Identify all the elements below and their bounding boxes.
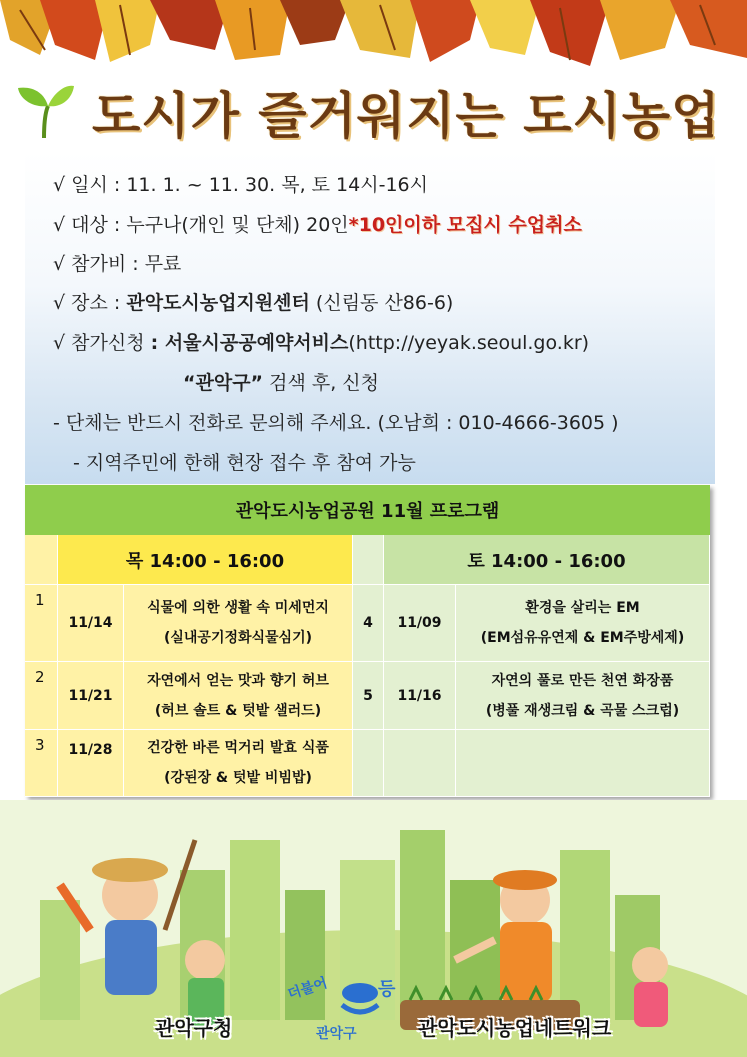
- topic-detail: (강된장 & 텃밭 비빔밥): [164, 770, 312, 786]
- info-apply-label: √ 참가신청: [53, 332, 151, 354]
- organizer-left: 관악구청: [155, 1016, 233, 1040]
- row-topic: [124, 730, 353, 797]
- table-title: 관악도시농업공원 11월 프로그램: [25, 485, 710, 535]
- topic-title: 건강한 바른 먹거리 발효 식품: [147, 740, 329, 756]
- logo-text-bottom: 관악구: [316, 1026, 357, 1042]
- program-table: [25, 485, 710, 797]
- header-blank-mid: [353, 535, 384, 585]
- info-search: [183, 368, 379, 395]
- row-topic: [456, 662, 710, 730]
- info-panel: [25, 152, 715, 484]
- row-topic: [124, 662, 353, 730]
- logo-text-top: 더불어: [285, 975, 330, 1003]
- row-number: 3: [25, 730, 58, 797]
- info-group-note: - 단체는 반드시 전화로 문의해 주세요. (오남희 : 010-4666-3605 ): [53, 412, 619, 434]
- empty-cell: [456, 730, 710, 797]
- info-fee: √ 참가비 : 무료: [53, 253, 182, 275]
- info-apply-service: : 서울시공공예약서비스: [150, 332, 349, 354]
- topic-detail: (EM섬유유연제 & EM주방세제): [480, 630, 685, 646]
- topic-title: 자연에서 얻는 맛과 향기 허브: [147, 672, 329, 689]
- header-blank-left: [25, 535, 58, 585]
- topic-detail: (허브 솔트 & 텃밭 샐러드): [154, 702, 322, 719]
- organizer-right: 관악도시농업네트워크: [418, 1016, 612, 1040]
- topic-detail: (실내공기정화식물심기): [163, 630, 313, 646]
- row-date: 11/28: [58, 730, 124, 797]
- topic-detail: (병풀 재생크림 & 곡물 스크럽): [485, 702, 680, 719]
- saturday-header: 토 14:00 - 16:00: [384, 535, 710, 585]
- autumn-leaves-banner: [0, 0, 747, 75]
- page-title: 도시가 즐거워지는 도시농업: [92, 87, 721, 145]
- info-date: √ 일시 : 11. 1. ~ 11. 30. 목, 토 14시-16시: [53, 174, 428, 196]
- info-place-address: (신림동 산86-6): [309, 292, 454, 314]
- topic-title: 자연의 풀로 만든 천연 화장품: [491, 672, 674, 689]
- info-place-label: √ 장소 :: [53, 292, 127, 314]
- info-search-text: 검색 후, 신청: [263, 372, 379, 394]
- row-number: 4: [353, 585, 384, 662]
- info-apply: [53, 328, 589, 355]
- farmer-family-illustration: [0, 800, 747, 1057]
- row-date: 11/09: [384, 585, 456, 662]
- logo-text-mark: 등: [378, 979, 396, 1000]
- topic-title: 식물에 의한 생활 속 미세먼지: [147, 600, 329, 616]
- info-apply-url: (http://yeyak.seoul.go.kr): [348, 332, 590, 354]
- info-place-name: 관악도시농업지원센터: [126, 292, 310, 314]
- row-date: 11/21: [58, 662, 124, 730]
- thursday-header: 목 14:00 - 16:00: [58, 535, 353, 585]
- empty-cell: [353, 730, 384, 797]
- row-date: 11/14: [58, 585, 124, 662]
- empty-cell: [384, 730, 456, 797]
- sprout-icon: [14, 78, 76, 140]
- row-number: 5: [353, 662, 384, 730]
- row-topic: [124, 585, 353, 662]
- info-target-text: √ 대상 : 누구나(개인 및 단체) 20인: [53, 214, 349, 236]
- info-target: [53, 210, 582, 237]
- cancel-warning: *10인이하 모집시 수업취소: [348, 214, 582, 236]
- info-place: [53, 288, 453, 315]
- row-topic: [456, 585, 710, 662]
- row-number: 1: [25, 585, 58, 662]
- row-number: 2: [25, 662, 58, 730]
- row-date: 11/16: [384, 662, 456, 730]
- info-search-keyword: “관악구”: [183, 372, 264, 394]
- topic-title: 환경을 살리는 EM: [525, 600, 640, 616]
- info-local-note: - 지역주민에 한해 현장 접수 후 참여 가능: [73, 452, 416, 474]
